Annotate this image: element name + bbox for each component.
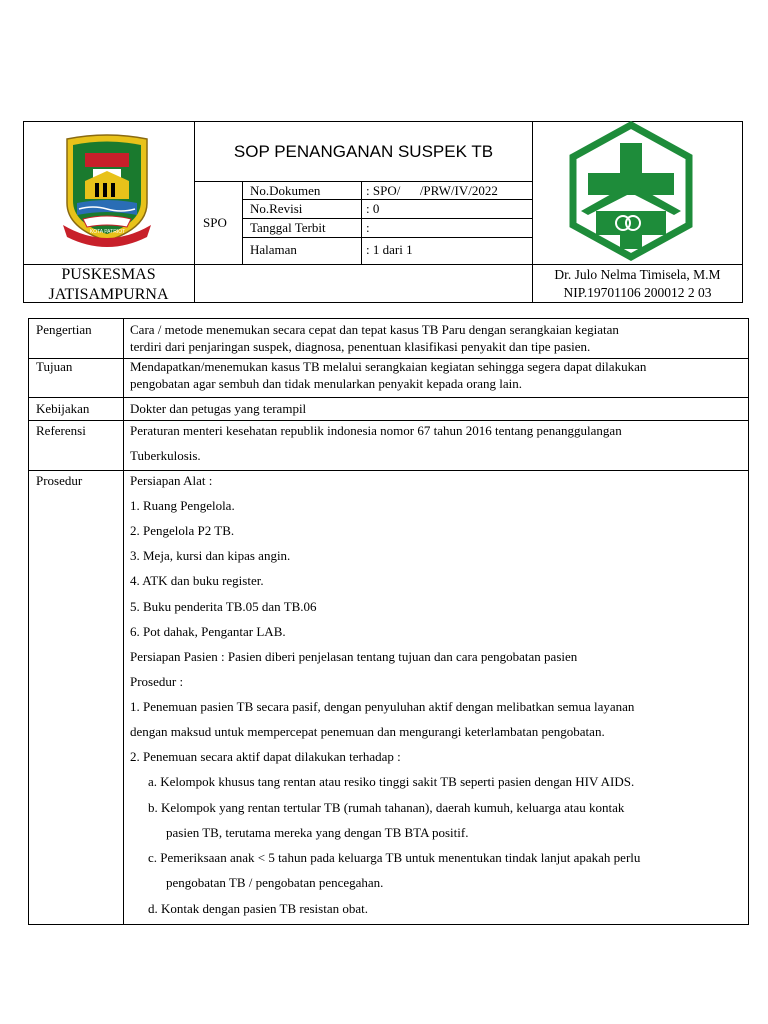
signatory-name: Dr. Julo Nelma Timisela, M.M — [554, 267, 721, 282]
prosedur-line: pengobatan TB / pengobatan pencegahan. — [166, 875, 384, 890]
prosedur-line: d. Kontak dengan pasien TB resistan obat. — [148, 901, 368, 916]
meta-label-tanggal-terbit: Tanggal Terbit — [250, 220, 326, 235]
referensi-line: Tuberkulosis. — [130, 448, 201, 463]
prosedur-line: b. Kelompok yang rentan tertular TB (rumah tahanan), daerah kumuh, keluarga atau kontak — [148, 800, 625, 815]
prosedur-line: 2. Pengelola P2 TB. — [130, 523, 235, 538]
organization-name — [23, 265, 194, 305]
prosedur-line: a. Kelompok khusus tang rentan atau resiko tinggi sakit TB seperti pasien dengan HIV AIDS. — [148, 774, 635, 789]
prosedur-line: Prosedur : — [130, 674, 184, 689]
meta-value-no-dokumen: : SPO/ /PRW/IV/2022 — [366, 183, 498, 198]
prosedur-line: c. Pemeriksaan anak < 5 tahun pada keluarga TB untuk menentukan tindak lanjut apakah perlu — [148, 850, 641, 865]
pengertian-line: terdiri dari penjaringan suspek, diagnosa, penentuan klasifikasi penyakit dan tipe pasien. — [130, 339, 591, 354]
meta-value-no-revisi: : 0 — [366, 201, 380, 216]
tujuan-line: pengobatan agar sembuh dan tidak menularkan penyakit kepada orang lain. — [130, 376, 523, 391]
tujuan-line: Mendapatkan/menemukan kasus TB melalui serangkaian kegiatan sehingga segera dapat dilakukan — [130, 359, 647, 374]
puskesmas-logo — [566, 121, 696, 261]
pengertian-line: Cara / metode menemukan secara cepat dan tepat kasus TB Paru dengan serangkaian kegiatan — [130, 322, 619, 337]
spo-label: SPO — [203, 215, 227, 230]
organization-line-2: JATISAMPURNA — [48, 286, 169, 303]
meta-label-no-revisi: No.Revisi — [250, 201, 303, 216]
prosedur-line: Persiapan Pasien : Pasien diberi penjelasan tentang tujuan dan cara pengobatan pasien — [130, 649, 578, 664]
text-tujuan — [130, 359, 646, 391]
prosedur-line: Persiapan Alat : — [130, 473, 213, 488]
prosedur-line: dengan maksud untuk mempercepat penemuan dan mengurangi keterlambatan pengobatan. — [130, 724, 605, 739]
prosedur-line: 1. Penemuan pasien TB secara pasif, dengan penyuluhan aktif dengan melibatkan semua layanan — [130, 699, 635, 714]
prosedur-line: 5. Buku penderita TB.05 dan TB.06 — [130, 599, 317, 614]
label-referensi: Referensi — [36, 423, 86, 438]
prosedur-line: 4. ATK dan buku register. — [130, 573, 264, 588]
meta-value-halaman: : 1 dari 1 — [366, 242, 413, 257]
label-pengertian: Pengertian — [36, 322, 92, 337]
prosedur-line: 2. Penemuan secara aktif dapat dilakukan terhadap : — [130, 749, 401, 764]
document-title: SOP PENANGANAN SUSPEK TB — [233, 142, 494, 161]
label-prosedur: Prosedur — [36, 473, 83, 488]
prosedur-line: pasien TB, terutama mereka yang dengan TB BTA positif. — [166, 825, 469, 840]
text-pengertian — [130, 322, 619, 354]
city-crest-logo — [55, 133, 160, 248]
meta-value-tanggal-terbit: : — [366, 220, 370, 235]
prosedur-line: 1. Ruang Pengelola. — [130, 498, 235, 513]
puskesmas-cross-icon — [566, 121, 696, 261]
prosedur-line: 6. Pot dahak, Pengantar LAB. — [130, 624, 286, 639]
signatory-nip: NIP.19701106 200012 2 03 — [563, 285, 712, 300]
label-tujuan: Tujuan — [36, 359, 73, 374]
crest-motto: KOTA PATRIOT — [89, 229, 126, 235]
prosedur-line: 3. Meja, kursi dan kipas angin. — [130, 548, 291, 563]
meta-label-halaman: Halaman — [250, 242, 297, 257]
text-kebijakan: Dokter dan petugas yang terampil — [130, 401, 307, 416]
label-kebijakan: Kebijakan — [36, 401, 90, 416]
organization-line-1: PUSKESMAS — [61, 266, 156, 283]
referensi-line: Peraturan menteri kesehatan republik indonesia nomor 67 tahun 2016 tentang penanggulangan — [130, 423, 622, 438]
meta-label-no-dokumen: No.Dokumen — [250, 183, 321, 198]
